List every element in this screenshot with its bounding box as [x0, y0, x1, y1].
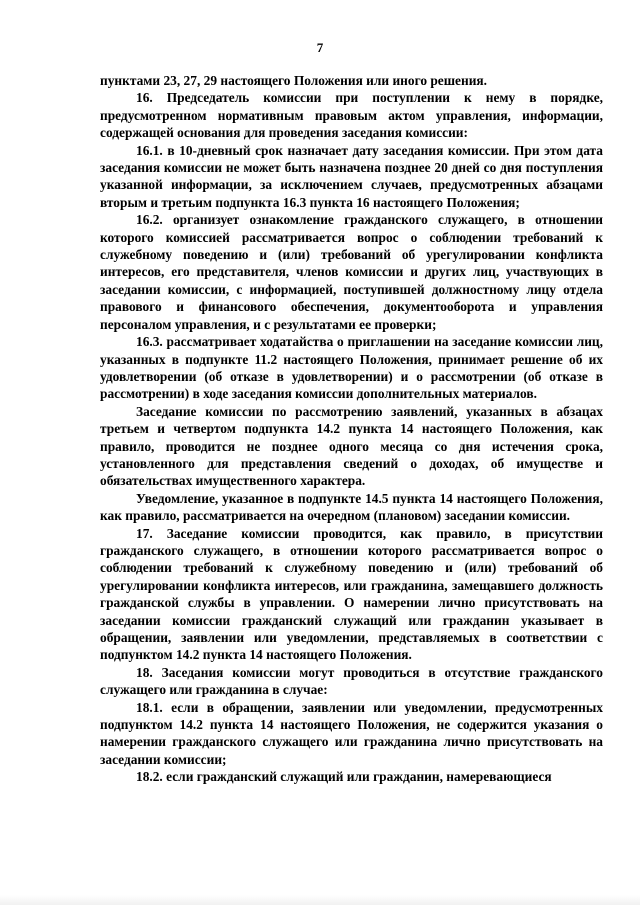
paragraph-17: 17. Заседание комиссии проводится, как правило, в присутствии гражданского служащего, в отношении которого рассматривается вопрос о соблюдении требований к служебному поведению и (или) требований об урегулировании конфликта интересов, или гражданина, замещавшего должность гражданской службы в управлении. О намерении лично присутствовать на заседании комиссии гражданский служащий или гражданин указывает в обращении, заявлении или уведомлении, представляемых в соответствии с подпунктом 14.2 пункта 14 настоящего Положения. — [100, 525, 603, 663]
scan-edge-shadow — [0, 895, 640, 905]
document-body — [100, 72, 603, 786]
paragraph-notification: Уведомление, указанное в подпункте 14.5 пункта 14 настоящего Положения, как правило, рассматривается на очередном (плановом) заседании комиссии. — [100, 490, 603, 524]
paragraph-18-2: 18.2. если гражданский служащий или гражданин, намеревающиеся — [136, 769, 552, 785]
paragraph-continuation: пунктами 23, 27, 29 настоящего Положения или иного решения. — [100, 73, 488, 88]
paragraph-16-3: 16.3. рассматривает ходатайства о приглашении на заседание комиссии лиц, указанных в подпункте 11.2 настоящего Положения, принимает решение об их удовлетворении (об отказе в удовлетворении) и о рассмотрении (об отказе в рассмотрении) в ходе заседания комиссии дополнительных материалов. — [100, 334, 603, 402]
paragraph-16-1: 16.1. в 10-дневный срок назначает дату заседания комиссии. При этом дата заседания комиссии не может быть назначена позднее 20 дней со дня поступления указанной информации, за исключением случаев, предусмотренных абзацами вторым и третьим подпункта 16.3 пункта 16 настоящего Положения; — [100, 142, 603, 210]
paragraph-16-2: 16.2. организует ознакомление гражданского служащего, в отношении которого комиссией рассматривается вопрос о соблюдении требований к служебному поведению и (или) требований об урегулировании конфликта интересов, его представителя, членов комиссии и других лиц, участвующих в заседании комиссии, с информацией, поступившей должностному лицу отдела правового и финансового обеспечения, документооборота и управления персоналом управления, и с результатами ее проверки; — [100, 212, 603, 332]
paragraph-16: 16. Председатель комиссии при поступлении к нему в порядке, предусмотренном нормативным правовым актом управления, информации, содержащей основания для проведения заседания комиссии: — [100, 90, 603, 141]
page-number: 7 — [316, 40, 324, 55]
paragraph-meeting-applications: Заседание комиссии по рассмотрению заявлений, указанных в абзацах третьем и четвертом подпункта 14.2 пункта 14 настоящего Положения, как правило, проводится не позднее одного месяца со дня истечения срока, установленного для представления сведений о доходах, об имуществе и обязательствах имущественного характера. — [100, 403, 603, 489]
paragraph-18: 18. Заседания комиссии могут проводиться в отсутствие гражданского служащего или гражданина в случае: — [100, 664, 603, 698]
paragraph-18-1: 18.1. если в обращении, заявлении или уведомлении, предусмотренных подпунктом 14.2 пункта 14 настоящего Положения, не содержится указания о намерении гражданского служащего или гражданина лично присутствовать на заседании комиссии; — [100, 699, 603, 767]
